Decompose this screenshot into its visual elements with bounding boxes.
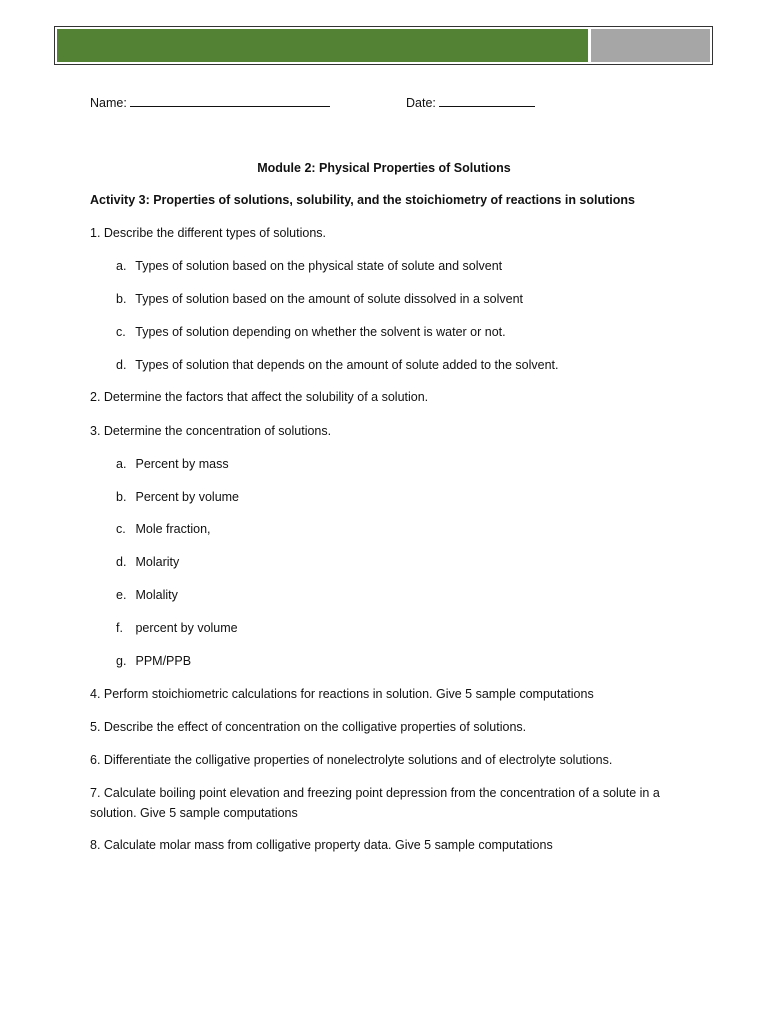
- list-item: [116, 456, 676, 472]
- item-marker: b.: [116, 292, 127, 306]
- question-2: 2. Determine the factors that affect the solubility of a solution.: [90, 390, 429, 404]
- question-5: 5. Describe the effect of concentration on the colligative properties of solutions.: [90, 720, 527, 734]
- question-3: 3. Determine the concentration of solutions.: [90, 424, 332, 438]
- list-item: [116, 653, 676, 669]
- item-text: Percent by mass: [135, 457, 229, 471]
- list-item: [116, 489, 676, 505]
- item-marker: d.: [116, 555, 127, 569]
- name-blank-line[interactable]: [130, 94, 330, 107]
- item-text: Percent by volume: [135, 490, 240, 504]
- header-banner: [54, 26, 713, 65]
- list-item: [116, 324, 676, 340]
- list-item: [116, 620, 676, 636]
- item-marker: a.: [116, 259, 127, 273]
- list-item: [116, 291, 676, 307]
- date-field: [406, 94, 535, 111]
- item-text: Types of solution that depends on the amount of solute added to the solvent.: [135, 358, 559, 372]
- item-marker: a.: [116, 457, 127, 471]
- activity-title: Activity 3: Properties of solutions, solubility, and the stoichiometry of reactions in solutions: [90, 193, 635, 207]
- item-text: Types of solution based on the amount of solute dissolved in a solvent: [135, 292, 523, 306]
- item-marker: g.: [116, 654, 127, 668]
- item-marker: e.: [116, 588, 127, 602]
- item-text: percent by volume: [135, 621, 238, 635]
- question-4: 4. Perform stoichiometric calculations for reactions in solution. Give 5 sample computations: [90, 687, 594, 701]
- item-text: Types of solution depending on whether the solvent is water or not.: [135, 325, 506, 339]
- item-text: Molarity: [135, 555, 180, 569]
- item-text: PPM/PPB: [135, 654, 192, 668]
- item-text: Types of solution based on the physical state of solute and solvent: [135, 259, 503, 273]
- module-title: Module 2: Physical Properties of Solutions: [257, 161, 511, 175]
- question-1: 1. Describe the different types of solutions.: [90, 226, 327, 240]
- list-item: [116, 258, 676, 274]
- name-field: [90, 94, 330, 111]
- date-label: Date:: [406, 96, 436, 110]
- header-green-bar: [57, 29, 588, 62]
- header-gray-bar: [591, 29, 710, 62]
- question-6: 6. Differentiate the colligative properties of nonelectrolyte solutions and of electrolyte solutions.: [90, 753, 613, 767]
- item-text: Molality: [135, 588, 178, 602]
- question-7: 7. Calculate boiling point elevation and freezing point depression from the concentration of a solute in a solution. Give 5 sample computations: [90, 786, 660, 820]
- list-item: [116, 521, 676, 537]
- date-blank-line[interactable]: [439, 94, 535, 107]
- question-8: 8. Calculate molar mass from colligative property data. Give 5 sample computations: [90, 838, 553, 852]
- item-marker: d.: [116, 358, 127, 372]
- list-item: [116, 587, 676, 603]
- list-item: [116, 554, 676, 570]
- list-item: [116, 357, 676, 373]
- item-marker: c.: [116, 522, 126, 536]
- item-marker: c.: [116, 325, 126, 339]
- item-text: Mole fraction,: [135, 522, 211, 536]
- name-label: Name:: [90, 96, 127, 110]
- item-marker: f.: [116, 621, 123, 635]
- item-marker: b.: [116, 490, 127, 504]
